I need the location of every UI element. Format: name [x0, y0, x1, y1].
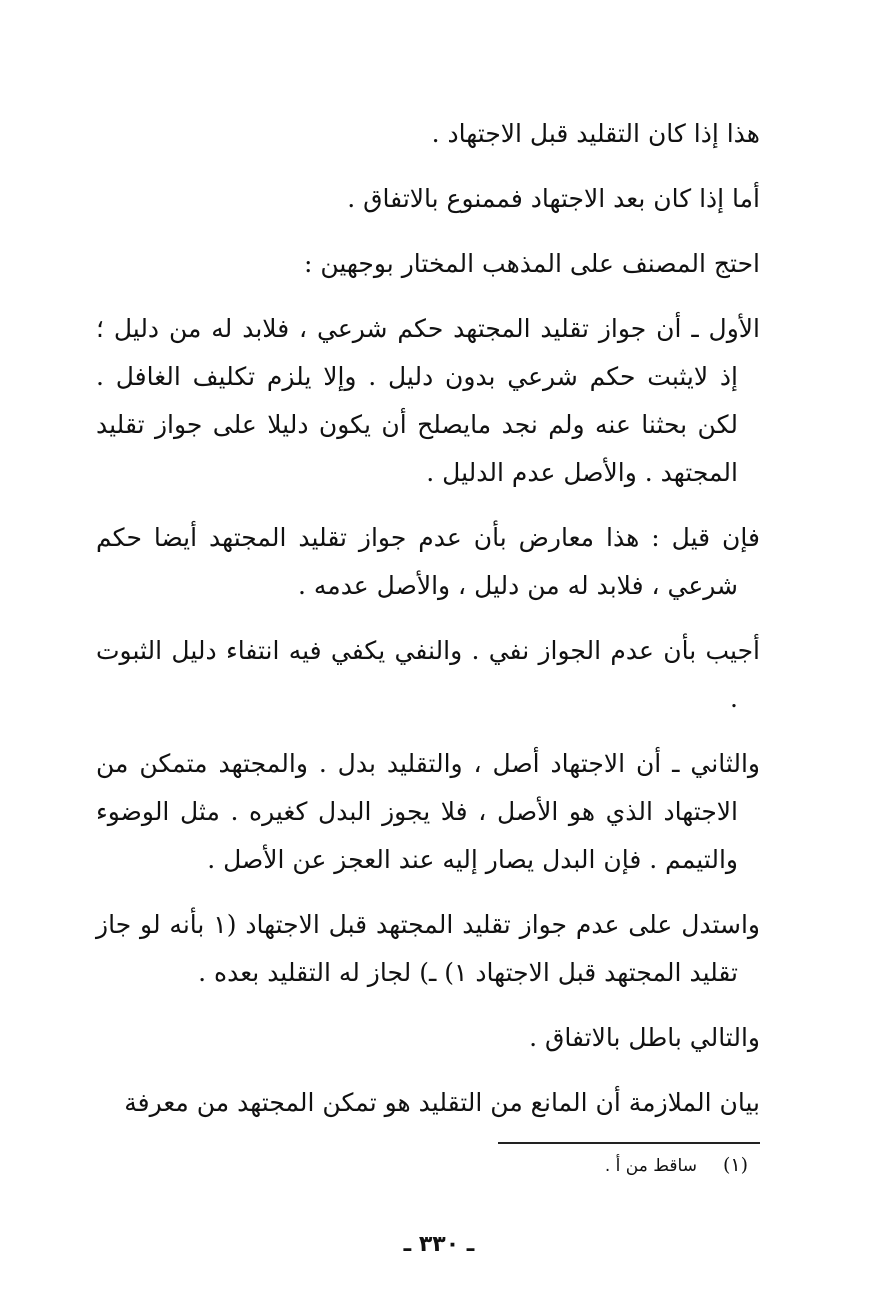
paragraph-1: هذا إذا كان التقليد قبل الاجتهاد . [431, 119, 760, 148]
paragraph-9: والتالي باطل بالاتفاق . [529, 1023, 760, 1052]
paragraph-2: أما إذا كان بعد الاجتهاد فممنوع بالاتفاق . [347, 184, 760, 213]
paragraph-8: واستدل على عدم جواز تقليد المجتهد قبل الاجتهاد (١ بأنه لو جاز تقليد المجتهد قبل الاجتهاد ١) ـ) لجاز له التقليد بعده . [96, 910, 760, 987]
paragraph-10: بيان الملازمة أن المانع من التقليد هو تمكن المجتهد من معرفة [124, 1088, 760, 1117]
paragraph-3: احتج المصنف على المذهب المختار بوجهين : [303, 249, 760, 278]
main-text [96, 110, 760, 1144]
paragraph-5: فإن قيل : هذا معارض بأن عدم جواز تقليد المجتهد أيضا حكم شرعي ، فلابد له من دليل ، والأصل عدمه . [96, 523, 760, 600]
footnote-number: (١) [722, 1154, 748, 1176]
footnote-separator [498, 1142, 760, 1144]
paragraph-6: أجيب بأن عدم الجواز نفي . والنفي يكفي فيه انتفاء دليل الثبوت . [96, 636, 760, 713]
paragraph-4: الأول ـ أن جواز تقليد المجتهد حكم شرعي ، فلابد له من دليل ؛ إذ لايثبت حكم شرعي بدون دليل . وإلا يلزم تكليف الغافل . لكن بحثنا عنه ولم نجد مايصلح أن يكون دليلا على جواز تقليد المجتهد . والأصل عدم الدليل . [96, 314, 760, 487]
footnote [605, 1153, 748, 1178]
footnote-text: ساقط من أ . [604, 1156, 697, 1176]
paragraph-7: والثاني ـ أن الاجتهاد أصل ، والتقليد بدل . والمجتهد متمكن من الاجتهاد الذي هو الأصل ، فلا يجوز البدل كغيره . مثل الوضوء والتيمم . فإن البدل يصار إليه عند العجز عن الأصل . [96, 749, 760, 874]
page-number: ـ ٣٣٠ ـ [403, 1232, 475, 1257]
